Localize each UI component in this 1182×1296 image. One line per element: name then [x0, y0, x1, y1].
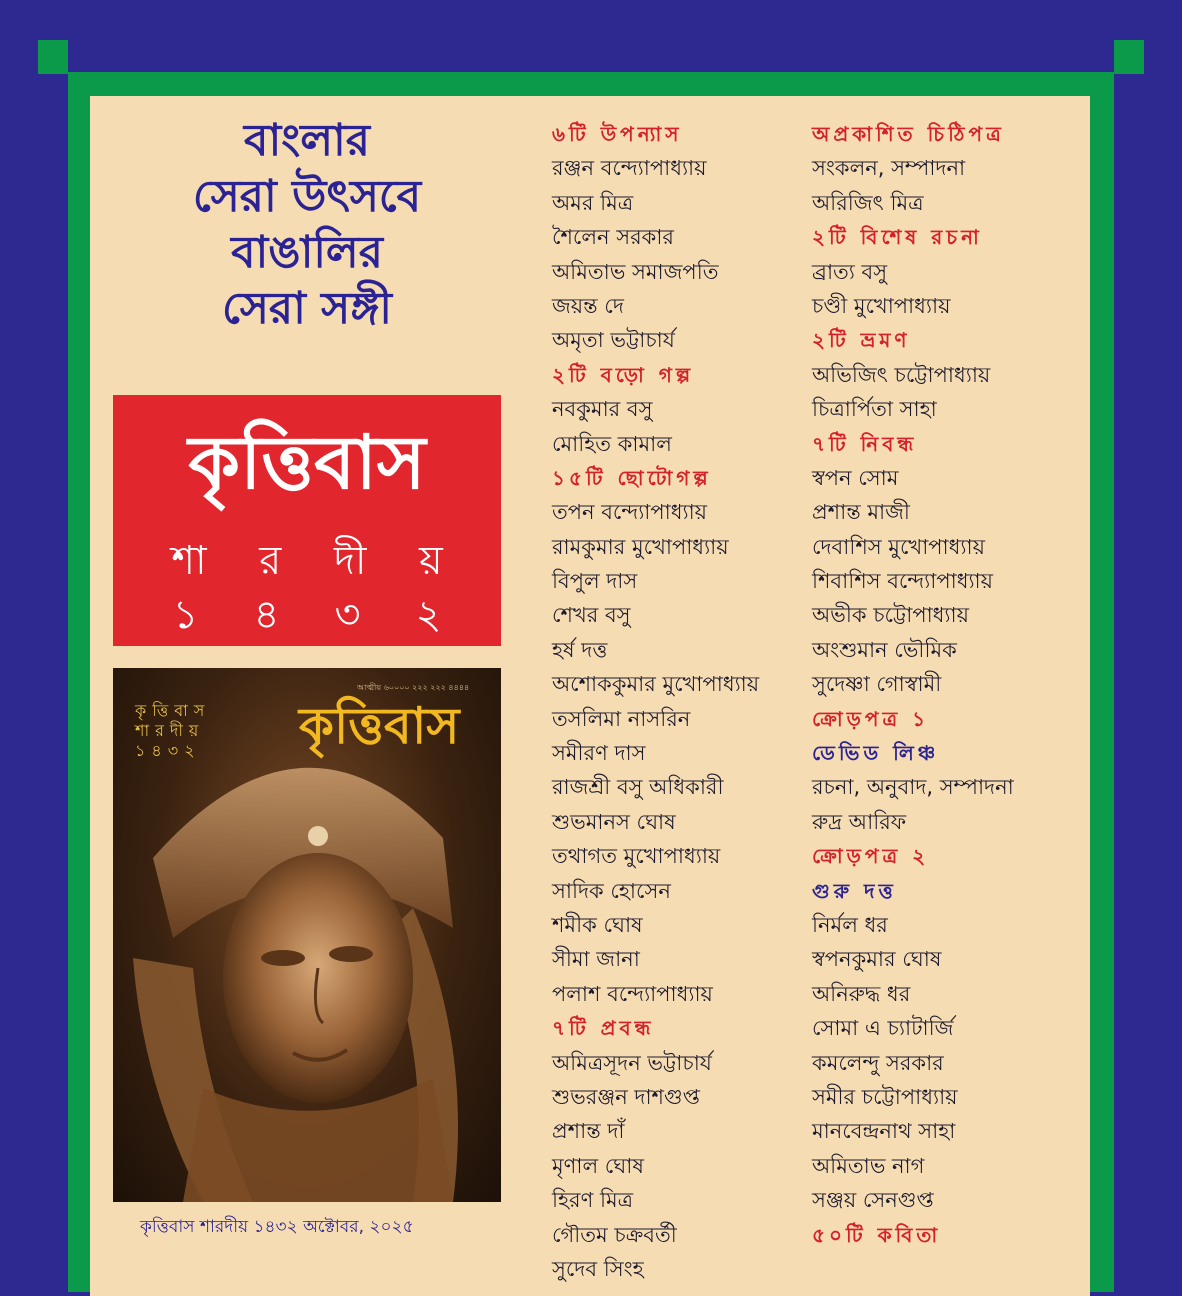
section-heading: ২টি বিশেষ রচনা: [812, 225, 983, 250]
author-name: অরিজিৎ মিত্র: [812, 190, 924, 215]
author-name: প্রশান্ত দাঁ: [552, 1119, 625, 1144]
contents-column-left: [552, 117, 759, 1286]
author-name: অমিতাভ সমাজপতি: [552, 259, 719, 284]
author-name: মৃণাল ঘোষ: [552, 1153, 644, 1178]
author-name: সমীর চট্টোপাধ্যায়: [812, 1084, 958, 1109]
author-name: হিরণ মিত্র: [552, 1188, 634, 1213]
author-name: ব্রাত্য বসু: [812, 259, 888, 284]
author-name: গৌতম চক্রবর্তী: [552, 1222, 677, 1247]
author-name: অশোককুমার মুখোপাধ্যায়: [552, 672, 760, 697]
section-heading: ২টি বড়ো গল্প: [552, 362, 695, 387]
masthead-sub-char: র: [259, 538, 282, 584]
cover-title: কৃত্তিবাস: [299, 697, 460, 755]
author-name: স্বপনকুমার ঘোষ: [812, 947, 942, 972]
masthead-year-digit: ১: [172, 592, 199, 638]
cover-side-text: [135, 701, 210, 761]
section-heading: ডেভিড লিঞ্চ: [812, 741, 940, 766]
author-name: তসলিমা নাসরিন: [552, 706, 691, 731]
section-heading: ১৫টি ছোটোগল্প: [552, 465, 712, 490]
author-name: রামকুমার মুখোপাধ্যায়: [552, 534, 729, 559]
author-name: রুদ্র আরিফ: [812, 809, 907, 834]
author-name: শিবাশিস বন্দ্যোপাধ্যায়: [812, 569, 994, 594]
masthead-year-digit: ৩: [334, 592, 361, 638]
author-name: অংশুমান ভৌমিক: [812, 637, 957, 662]
section-heading: ক্রোড়পত্র ১: [812, 706, 930, 731]
author-name: হর্ষ দত্ত: [552, 637, 608, 662]
section-heading: গুরু দত্ত: [812, 878, 897, 903]
author-name: মানবেন্দ্রনাথ সাহা: [812, 1119, 956, 1144]
tagline: [112, 113, 502, 337]
author-name: সংকলন, সম্পাদনা: [812, 156, 966, 181]
author-name: অমর মিত্র: [552, 190, 634, 215]
masthead: [113, 395, 501, 646]
tagline-line: সেরা সঙ্গী: [221, 283, 393, 334]
cover-small-print: আত্মীয় ৬০০০০ ২২২ ২২২ ৪৪৪৪: [357, 683, 470, 692]
author-name: নবকুমার বসু: [552, 397, 653, 422]
author-name: অভীক চট্টোপাধ্যায়: [812, 603, 969, 628]
author-name: সোমা এ চ্যাটার্জি: [812, 1016, 954, 1041]
masthead-sub-char: য়: [419, 538, 443, 584]
magazine-cover: [113, 668, 501, 1202]
section-heading: ৭টি নিবন্ধ: [812, 431, 918, 456]
author-name: সঞ্জয় সেনগুপ্ত: [812, 1188, 934, 1213]
tagline-line: বাংলার: [244, 115, 370, 166]
cover-caption: কৃত্তিবাস শারদীয় ১৪৩২ অক্টোবর, ২০২৫: [140, 1217, 414, 1237]
author-name: শুভরঞ্জন দাশগুপ্ত: [552, 1084, 700, 1109]
author-name: রঞ্জন বন্দ্যোপাধ্যায়: [552, 156, 707, 181]
masthead-year-digit: ২: [415, 592, 442, 638]
author-name: তথাগত মুখোপাধ্যায়: [552, 844, 721, 869]
author-name: তপন বন্দ্যোপাধ্যায়: [552, 500, 708, 525]
author-name: জয়ন্ত দে: [552, 293, 624, 318]
author-name: সুদেষ্ণা গোস্বামী: [812, 672, 942, 697]
author-name: মোহিত কামাল: [552, 431, 672, 456]
author-name: অমিতাভ নাগ: [812, 1153, 925, 1178]
section-heading: ৭টি প্রবন্ধ: [552, 1016, 655, 1041]
author-name: অমৃতা ভট্টাচার্য: [552, 328, 675, 353]
author-name: সীমা জানা: [552, 947, 640, 972]
author-name: অভিজিৎ চট্টোপাধ্যায়: [812, 362, 991, 387]
author-name: সাদিক হোসেন: [552, 878, 671, 903]
frame-corner-left: [38, 40, 68, 74]
author-name: স্বপন সোম: [812, 465, 899, 490]
author-name: বিপুল দাস: [552, 569, 638, 594]
section-heading: ২টি ভ্রমণ: [812, 328, 911, 353]
author-name: কমলেন্দু সরকার: [812, 1050, 944, 1075]
author-name: নির্মল ধর: [812, 912, 888, 937]
author-name: অমিত্রসূদন ভট্টাচার্য: [552, 1050, 712, 1075]
author-name: দেবাশিস মুখোপাধ্যায়: [812, 534, 985, 559]
section-heading: ক্রোড়পত্র ২: [812, 844, 930, 869]
author-name: রচনা, অনুবাদ, সম্পাদনা: [812, 775, 1014, 800]
author-name: শুভমানস ঘোষ: [552, 809, 676, 834]
tagline-line: সেরা উৎসবে: [192, 171, 422, 222]
author-name: রাজশ্রী বসু অধিকারী: [552, 775, 724, 800]
author-name: শমীক ঘোষ: [552, 912, 643, 937]
author-name: চিত্রার্পিতা সাহা: [812, 397, 937, 422]
author-name: পলাশ বন্দ্যোপাধ্যায়: [552, 981, 713, 1006]
author-name: চণ্ডী মুখোপাধ্যায়: [812, 293, 951, 318]
masthead-year-digit: ৪: [253, 592, 280, 638]
section-heading: ৬টি উপন্যাস: [552, 122, 683, 146]
masthead-sub-char: দী: [333, 538, 367, 584]
section-heading: ৫০টি কবিতা: [812, 1222, 942, 1247]
author-name: শৈলেন সরকার: [552, 225, 674, 250]
author-name: অনিরুদ্ধ ধর: [812, 981, 911, 1006]
masthead-sub-char: শা: [171, 538, 207, 584]
author-name: প্রশান্ত মাজী: [812, 500, 910, 525]
frame-corner-right: [1114, 40, 1144, 74]
tagline-line: বাঙালির: [231, 227, 383, 278]
contents-column-right: [812, 117, 1014, 1252]
author-name: সমীরণ দাস: [552, 741, 646, 766]
section-heading: অপ্রকাশিত চিঠিপত্র: [812, 122, 1005, 146]
author-name: শেখর বসু: [552, 603, 631, 628]
masthead-subtitle: [113, 537, 501, 585]
cover-side-line: ১৪৩২: [135, 741, 201, 760]
author-name: সুদেব সিংহ: [552, 1256, 644, 1281]
masthead-title: কৃত্তিবাস: [188, 420, 426, 506]
cover-side-line: শারদীয়: [135, 721, 205, 740]
cover-side-line: কৃত্তিবাস: [135, 701, 211, 720]
masthead-year: [113, 591, 501, 639]
